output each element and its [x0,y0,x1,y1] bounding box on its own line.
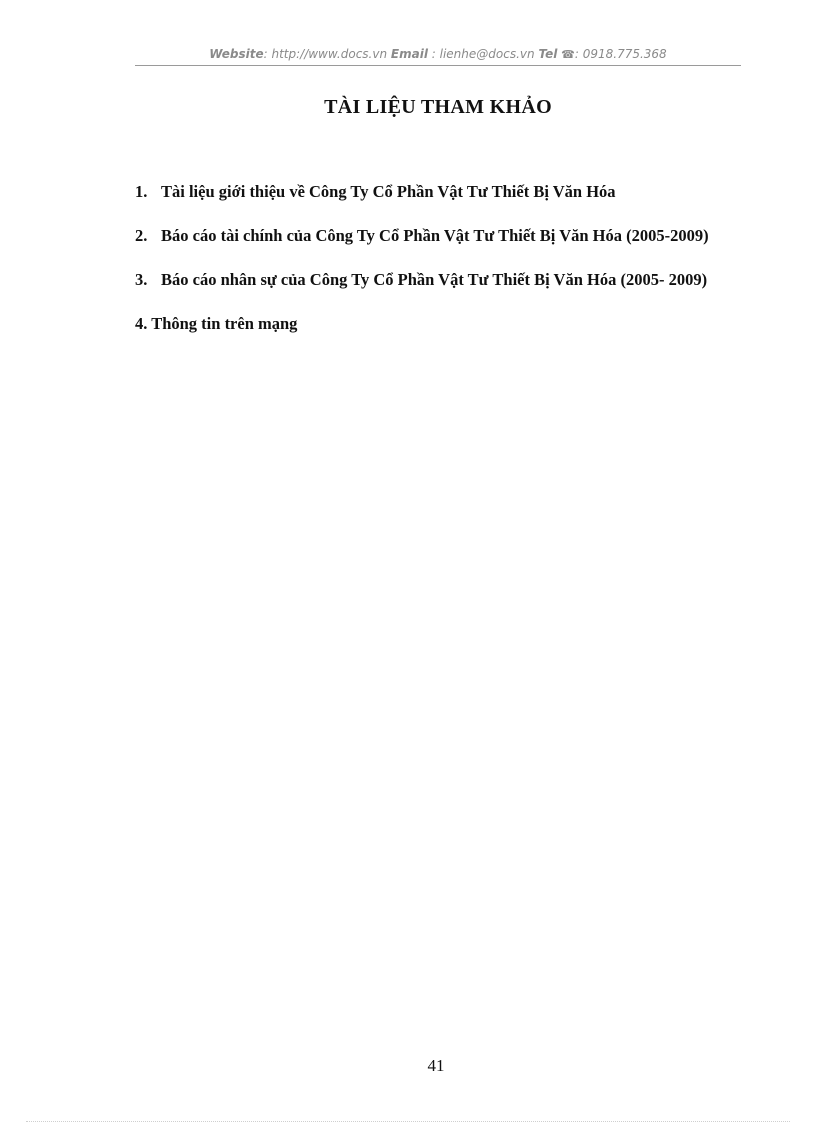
reference-number: 3. [135,270,148,289]
reference-text: Báo cáo nhân sự của Công Ty Cổ Phần Vật Tư Thiết Bị Văn Hóa (2005- 2009) [161,270,708,289]
reference-text: Thông tin trên mạng [151,314,298,333]
website-value: : http://www.docs.vn [263,47,388,61]
reference-item [135,264,739,295]
reference-item [135,176,739,207]
reference-item [135,308,739,339]
footer-divider [26,1121,790,1122]
reference-number: 1. [135,182,148,201]
reference-number: 4. [135,314,148,333]
telephone-icon: ☎ [561,48,575,61]
website-label: Website [209,47,264,61]
tel-value: : 0918.775.368 [574,47,667,61]
page-number: 41 [427,1056,445,1075]
reference-text: Tài liệu giới thiệu về Công Ty Cổ Phần Vật Tư Thiết Bị Văn Hóa [161,182,616,201]
email-label: Email [390,47,428,61]
reference-item [135,220,739,251]
reference-number: 2. [135,226,148,245]
reference-list [135,176,739,339]
page-header [135,46,741,63]
page-title: TÀI LIỆU THAM KHẢO [324,96,552,118]
header-divider [135,65,741,66]
reference-text: Báo cáo tài chính của Công Ty Cổ Phần Vật Tư Thiết Bị Văn Hóa (2005-2009) [161,226,709,245]
email-value: : lienhe@docs.vn [431,47,535,61]
tel-label: Tel [538,47,558,61]
